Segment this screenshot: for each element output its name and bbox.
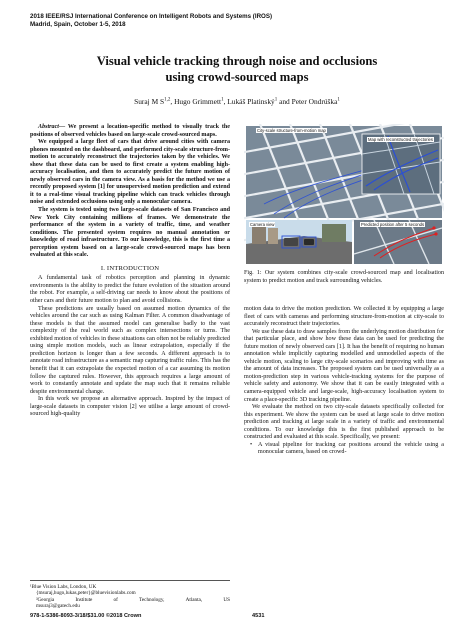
bullet-icon: • <box>250 441 253 448</box>
footnote-2-email: msuraj3@gatech.edu <box>36 603 80 610</box>
footnote-2: ²Georgia Institute of Technology, Atlanta, US <box>36 596 230 603</box>
page-number: 4531 <box>252 613 265 619</box>
conference-name: 2018 IEEE/RSJ International Conference on Intelligent Robots and Systems (IROS) <box>30 13 273 20</box>
figure-label-trajectories: Map with reconstructed trajectories <box>368 137 433 142</box>
introduction-text <box>30 275 230 418</box>
footnote-1-email: {msuraj,hugo,lukas,peter}@bluevisionlabs.com <box>36 590 136 597</box>
left-column <box>30 124 230 419</box>
trajectory-inset <box>362 134 440 194</box>
figure-1-image <box>244 124 444 266</box>
contribution-list-item: • A visual pipeline for tracking car positions around the vehicle using a monocular camera, based on crowd- <box>250 441 444 456</box>
conference-header <box>30 13 450 29</box>
figure-label-prediction: Predicted position after 5 seconds <box>361 222 425 227</box>
author: Lukáš Platinský$^1$ and <box>227 97 292 106</box>
body-paragraph: These predictions are usually based on assumed motion dynamics of the vehicles around the car such as using Kalman Filter. A common disadvantage of these models is that the assumed model can generalise badly to the vast complexity of the real world such as complex intersections or turns. The exhibited motion of vehicles in these situations can often not be reliably predicted using simple motion models, such as linear extrapolation, especially if the prediction horizon is longer than a few seconds. A different approach is to annotate road infrastructure as a semantic map capturing traffic rules. This has the benefit that it can extrapolate the expected motion of a car assuming its motion follow the captured rules. However, this approach requires a large amount of work to constantly annotate and update the map such that it remains reliable despite environmental change. <box>30 305 230 395</box>
title-line-1: Visual vehicle tracking through noise and occlusions <box>96 54 378 68</box>
body-paragraph: In this work we propose an alternative approach. Inspired by the impact of large-scale datasets in computer vision [2] we utilise a large amount of crowd-sourced high-quality <box>30 396 230 418</box>
figure-label-map: City-scale structure-from-motion map <box>257 128 326 133</box>
abstract-label: Abstract <box>38 124 59 130</box>
author-list <box>40 97 434 106</box>
abstract-paragraph: We equipped a large fleet of cars that drive around cities with camera phones mounted on the dashboard, and performed city-scale structure-from-motion to accurately reconstruct the trajectories taken by the vehicles. We show that these data can be used to first create a system enabling high-accuracy localisation, and then to accurately predict the future motion of newly observed cars in the camera view. As a basis for the method we use a recently proposed system [1] for unsupervised motion prediction and extend it to a real-time visual tracking pipeline which can track vehicles through noise and extended occlusions using only a monocular camera. <box>30 139 230 206</box>
isbn-line: 978-1-5386-8093-3/18/$31.00 ©2018 Crown <box>30 613 142 619</box>
abstract-paragraph: Abstract— We present a location-specific method to visually track the positions of observed vehicles based on large-scale crowd-sourced maps. <box>30 124 230 138</box>
section-heading-introduction: I. INTRODUCTION <box>100 264 160 272</box>
body-paragraph: We evaluate the method on two city-scale datasets specifically collected for this experiment. We show the system can be used at large scale to drive motion prediction and tracking at large scale in a variety of traffic and environmental conditions. To our knowledge this is the first published approach to be constructed and evaluated at this scale. Specifically, we present: <box>244 404 444 441</box>
body-paragraph: We use these data to draw samples from the underlying motion distribution for that particular place, and show how these data can be used for predicting the future motion of newly observed cars [1]. It has the benefit of requiring no human annotation while implicitly capturing modelled and unmodelled aspects of the vehicle motion, scaling to large city-scale scenarios and improving with time as the amount of data increases. The proposed system can be used universally as a motion-prediction step in various vehicle-tracking systems for the purpose of vehicle safety and autonomy. We show that it can be easily integrated with a camera-equipped vehicle and large-scale, high-accuracy localisation system to create a place-specific 3D tracking pipeline. <box>244 328 444 403</box>
body-paragraph: motion data to drive the motion prediction. We collected it by equipping a large fleet of cars with cameras and performing structure-from-motion at city-scale to accurately reconstruct their trajectories. <box>244 306 444 328</box>
abstract <box>30 124 230 260</box>
conference-location: Madrid, Spain, October 1-5, 2018 <box>30 21 126 28</box>
figure-1-caption: Fig. 1: Our system combines city-scale crowd-sourced map and localisation system to predict motion and track surrounding vehicles. <box>244 270 444 284</box>
title-line-2: using crowd-sourced maps <box>165 70 309 84</box>
footnotes <box>30 580 230 610</box>
page-footer <box>30 613 444 619</box>
paper-title <box>40 53 434 85</box>
right-column <box>244 306 444 457</box>
footnote-1: ¹Blue Vision Labs, London, UK <box>30 584 97 590</box>
body-paragraph: A fundamental task of robotics perception and planning in dynamic environments is the ability to predict the future evolution of the situation around the robot. For example, a self-driving car needs to know about the positions of other cars and their future motion to plan and avoid collisions. <box>30 275 230 305</box>
author: Hugo Grimmett$^1$, <box>174 97 228 106</box>
figure-label-camera: Camera view <box>250 222 275 227</box>
figure-1 <box>244 124 444 266</box>
abstract-paragraph: The system is tested using two large-scale datasets of San Francisco and New York City containing millions of frames. We demonstrate the performance of the system in a variety of traffic, time, and weather conditions. The presented system requires no manual annotation or knowledge of road infrastructure. To our knowledge, this is the first time a perception system based on a large-scale crowd-sourced maps has been evaluated at this scale. <box>30 207 230 259</box>
author: Peter Ondrúška$^1$ <box>291 97 340 106</box>
author: Suraj M S$^{1,2}$, <box>134 97 175 106</box>
